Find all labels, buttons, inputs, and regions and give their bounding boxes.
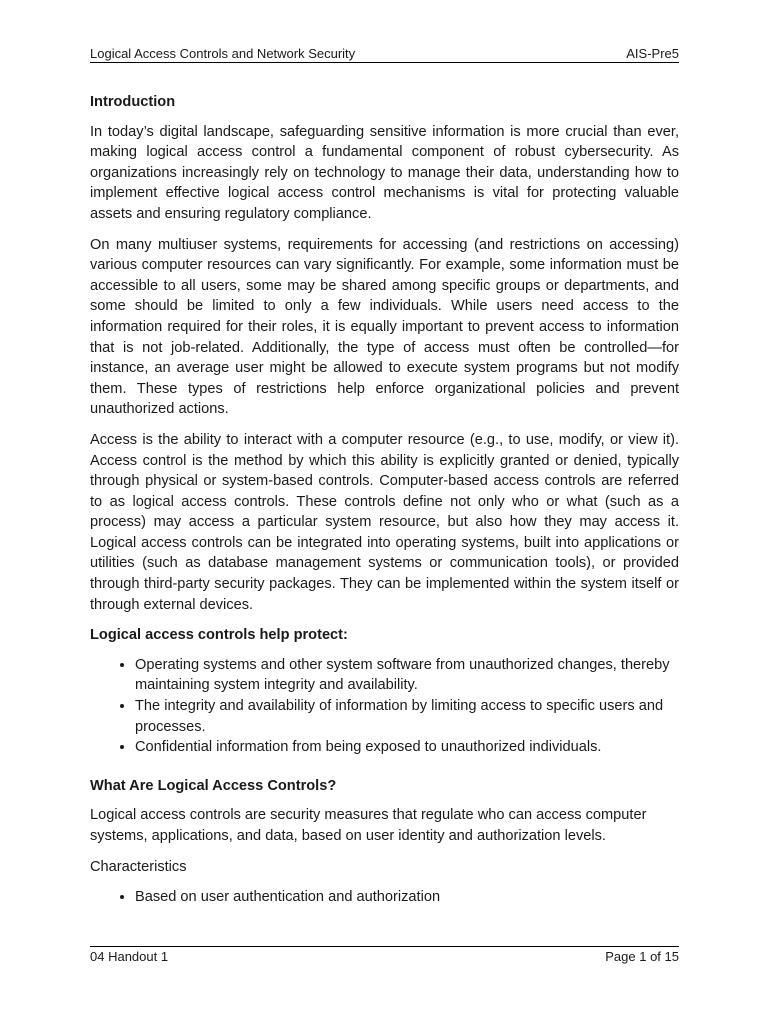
list-item: • Based on user authentication and authorization (135, 887, 679, 908)
characteristics-list (90, 887, 679, 908)
protect-list (90, 655, 679, 758)
list-item: • The integrity and availability of information by limiting access to specific users and processes. (135, 696, 679, 737)
intro-paragraph-2: On many multiuser systems, requirements for accessing (and restrictions on accessing) various computer resources can vary significantly. For example, some information must be accessible to all users, some may be shared among specific groups or departments, and some should be limited to only a few individuals. While users need access to the information required for their roles, it is equally important to prevent access to information that is not job-related. Additionally, the type of access must often be controlled—for instance, an average user might be allowed to execute system programs but not modify them. These types of restrictions help enforce organizational policies and prevent unauthorized actions. (90, 236, 679, 418)
protect-heading: Logical access controls help protect: (90, 627, 348, 644)
page-footer (90, 946, 679, 966)
intro-heading: Introduction (90, 94, 176, 110)
page-header (90, 45, 679, 63)
header-title: Logical Access Controls and Network Security (90, 46, 356, 61)
intro-paragraph-3: Access is the ability to interact with a computer resource (e.g., to use, modify, or view it). Access control is the method by which this ability is explicitly granted or denied, typically through physical or system-based controls. Computer-based access controls are referred to as logical access controls. These controls define not only who or what (such as a process) may access a particular system resource, but also how they may access it. Logical access controls can be integrated into operating systems, built into applications or utilities (such as database management systems or communication tools), or provided through third-party security packages. They can be implemented within the system itself or through external devices. (90, 431, 679, 613)
document-body (90, 92, 679, 916)
intro-paragraph-1: In today’s digital landscape, safeguarding sensitive information is more crucial than ever, making logical access control a fundamental component of robust cybersecurity. As organizations increasingly rely on technology to manage their data, understanding how to implement effective logical access control mechanisms is vital for protecting valuable assets and ensuring regulatory compliance. (90, 123, 679, 222)
list-item: • Operating systems and other system software from unauthorized changes, thereby maintaining system integrity and availability. (135, 655, 679, 696)
characteristics-label: Characteristics (90, 858, 187, 875)
what-heading: What Are Logical Access Controls? (90, 777, 337, 794)
footer-handout: 04 Handout 1 (90, 949, 169, 964)
header-code: AIS-Pre5 (626, 46, 679, 61)
what-paragraph-1: Logical access controls are security measures that regulate who can access computer systems, applications, and data, based on user identity and authorization levels. (90, 807, 647, 844)
list-item: • Confidential information from being exposed to unauthorized individuals. (135, 737, 679, 758)
footer-page-number: Page 1 of 15 (605, 949, 679, 964)
